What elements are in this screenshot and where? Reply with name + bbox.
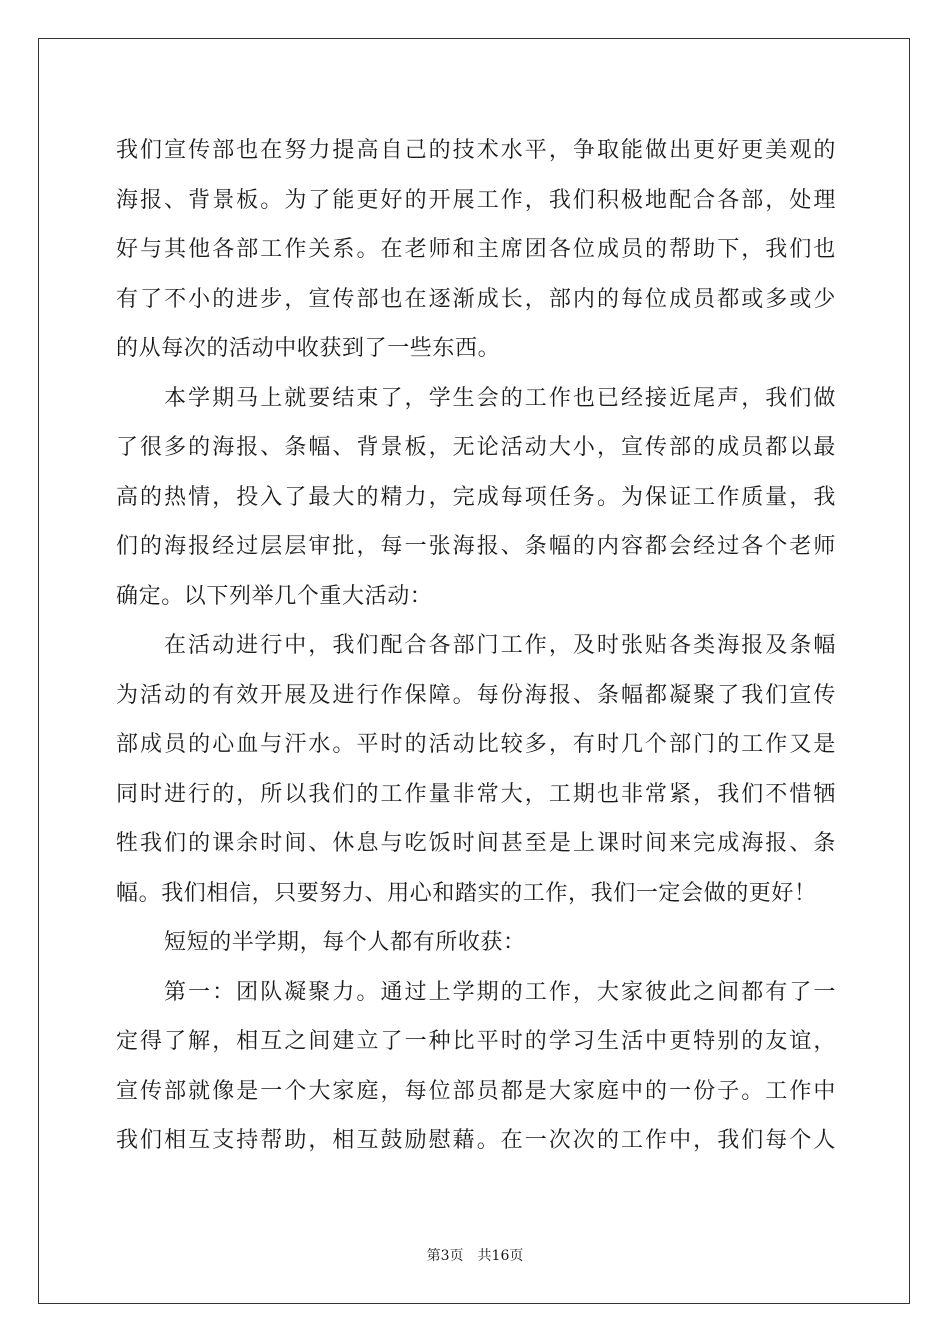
text-line: 们的海报经过层层审批，每一张海报、条幅的内容都会经过各个老师 <box>116 534 836 559</box>
page-number: 第3页 <box>426 1248 464 1264</box>
page-footer <box>0 1245 950 1265</box>
text-line: 牲我们的课余时间、休息与吃饭时间甚至是上课时间来完成海报、条 <box>116 831 836 856</box>
paragraph <box>116 126 836 374</box>
paragraph <box>116 621 836 918</box>
document-body <box>116 126 836 1166</box>
text-line: 我们宣传部也在努力提高自己的技术水平，争取能做出更好更美观的 <box>116 138 836 163</box>
text-line: 在活动进行中，我们配合各部门工作，及时张贴各类海报及条幅 <box>164 633 836 658</box>
text-line: 的从每次的活动中收获到了一些东西。 <box>116 336 501 361</box>
paragraph <box>116 918 836 968</box>
text-line: 部成员的心血与汗水。平时的活动比较多，有时几个部门的工作又是 <box>116 732 836 757</box>
text-line: 短短的半学期，每个人都有所收获： <box>164 930 526 955</box>
text-line: 宣传部就像是一个大家庭，每位部员都是大家庭中的一份子。工作中 <box>116 1078 836 1104</box>
text-line: 海报、背景板。为了能更好的开展工作，我们积极地配合各部，处理 <box>116 187 836 213</box>
text-line: 高的热情，投入了最大的精力，完成每项任务。为保证工作质量，我 <box>116 484 836 510</box>
paragraph <box>116 374 836 622</box>
text-line: 有了不小的进步，宣传部也在逐渐成长，部内的每位成员都或多或少 <box>116 286 836 312</box>
text-line: 确定。以下列举几个重大活动： <box>116 583 433 609</box>
text-line: 好与其他各部工作关系。在老师和主席团各位成员的帮助下，我们也 <box>116 237 836 262</box>
text-line: 定得了解，相互之间建立了一种比平时的学习生活中更特别的友谊， <box>116 1029 836 1054</box>
text-line: 本学期马上就要结束了，学生会的工作也已经接近尾声，我们做 <box>164 385 836 411</box>
text-line: 幅。我们相信，只要努力、用心和踏实的工作，我们一定会做的更好！ <box>116 880 817 906</box>
text-line: 同时进行的，所以我们的工作量非常大，工期也非常紧，我们不惜牺 <box>116 781 836 807</box>
text-line: 第一：团队凝聚力。通过上学期的工作，大家彼此之间都有了一 <box>164 979 836 1005</box>
paragraph <box>116 968 836 1166</box>
text-line: 为活动的有效开展及进行作保障。每份海报、条幅都凝聚了我们宣传 <box>116 682 836 708</box>
page-total: 共16页 <box>477 1248 524 1264</box>
text-line: 了很多的海报、条幅、背景板，无论活动大小，宣传部的成员都以最 <box>116 435 836 460</box>
text-line: 我们相互支持帮助，相互鼓励慰藉。在一次次的工作中，我们每个人 <box>116 1128 836 1153</box>
